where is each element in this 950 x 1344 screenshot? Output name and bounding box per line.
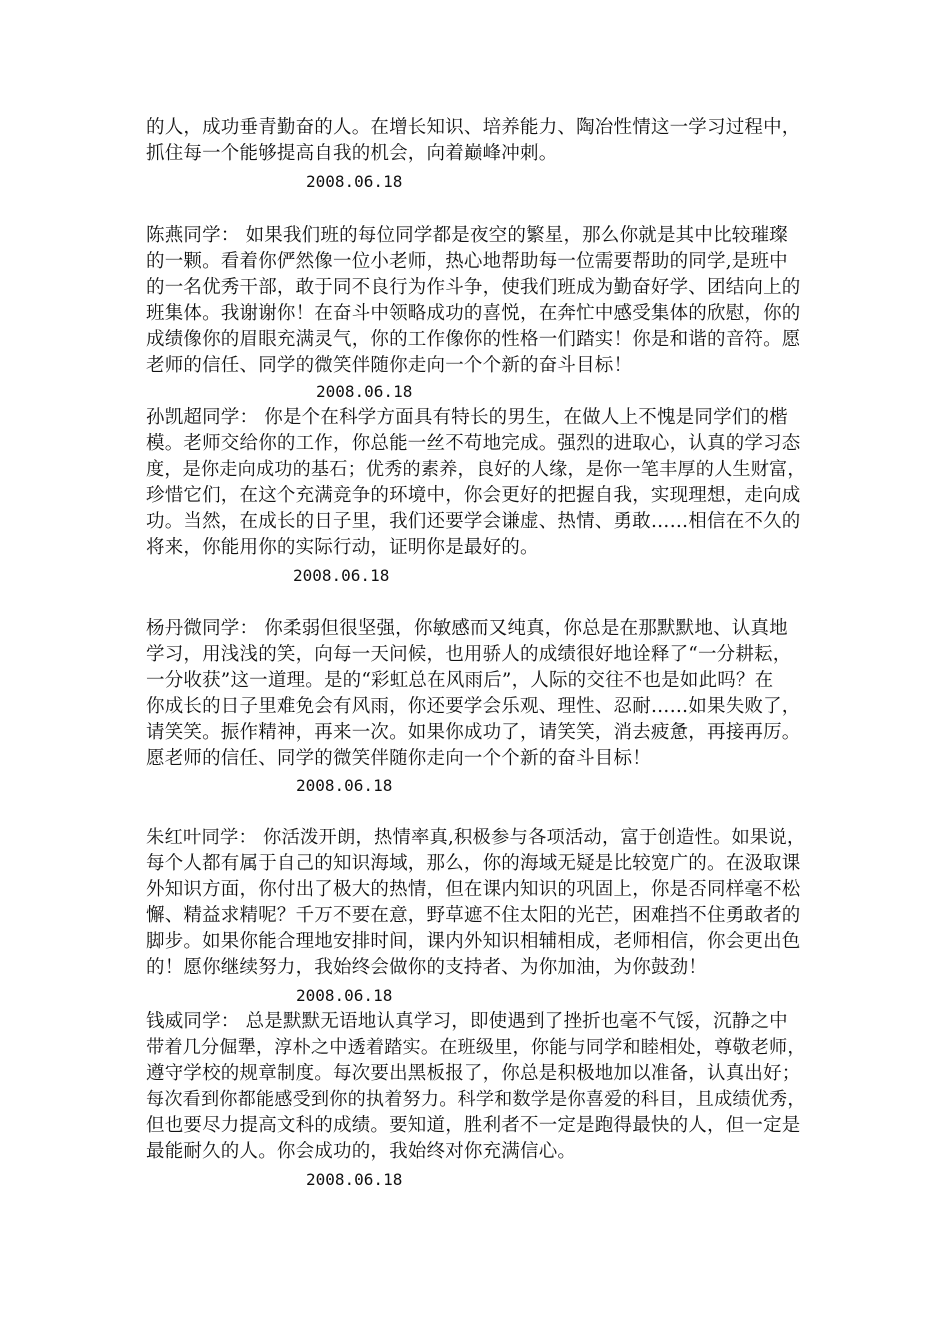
intro-date: 2008.06.18	[306, 172, 403, 191]
comment-line: 带着几分倔犟，淳朴之中透着踏实。在班级里，你能与同学和睦相处，尊敬老师，	[146, 1037, 806, 1058]
comment-date: 2008.06.18	[293, 566, 390, 585]
comment-line: 珍惜它们，在这个充满竞争的环境中，你会更好的把握自我，实现理想，走向成	[146, 485, 801, 506]
comment-line: 学习，用浅浅的笑，向每一天问候，也用骄人的成绩很好地诠释了“一分耕耘，	[146, 644, 792, 665]
comment-line: 度，是你走向成功的基石；优秀的素养，良好的人缘，是你一笔丰厚的人生财富，	[146, 459, 806, 480]
comment-date: 2008.06.18	[316, 382, 413, 401]
comment-line: 脚步。如果你能合理地安排时间，课内外知识相辅相成，老师相信，你会更出色	[146, 931, 801, 952]
comment-line: 钱威同学： 总是默默无语地认真学习，即使遇到了挫折也毫不气馁，沉静之中	[146, 1011, 788, 1032]
comment-line: 每次看到你都能感受到你的执着努力。科学和数学是你喜爱的科目，且成绩优秀，	[146, 1089, 806, 1110]
comment-line: 朱红叶同学： 你活泼开朗，热情率真,积极参与各项活动，富于创造性。如果说，	[146, 827, 806, 848]
comment-date: 2008.06.18	[306, 1170, 403, 1189]
comment-line: 模。老师交给你的工作，你总能一丝不苟地完成。强烈的进取心，认真的学习态	[146, 433, 801, 454]
comment-line: 孙凯超同学： 你是个在科学方面具有特长的男生，在做人上不愧是同学们的楷	[146, 407, 788, 428]
comment-line: 请笑笑。振作精神，再来一次。如果你成功了，请笑笑，消去疲惫，再接再厉。	[146, 722, 801, 743]
intro-line: 的人，成功垂青勤奋的人。在增长知识、培养能力、陶冶性情这一学习过程中，	[146, 117, 801, 138]
comment-line: 陈燕同学： 如果我们班的每位同学都是夜空的繁星，那么你就是其中比较璀璨	[146, 225, 788, 246]
comment-line: 杨丹微同学： 你柔弱但很坚强，你敏感而又纯真，你总是在那默默地、认真地	[146, 618, 788, 639]
comment-line: 但也要尽力提高文科的成绩。要知道，胜利者不一定是跑得最快的人，但一定是	[146, 1115, 801, 1136]
comment-line: 的一颗。看着你俨然像一位小老师，热心地帮助每一位需要帮助的同学,是班中	[146, 251, 788, 272]
comment-line: 每个人都有属于自己的知识海域，那么，你的海域无疑是比较宽广的。在汲取课	[146, 853, 801, 874]
comment-line: 的一名优秀干部，敢于同不良行为作斗争，使我们班成为勤奋好学、团结向上的	[146, 277, 801, 298]
comment-line: 最能耐久的人。你会成功的，我始终对你充满信心。	[146, 1141, 577, 1162]
comment-date: 2008.06.18	[296, 776, 393, 795]
comment-line: 的！愿你继续努力，我始终会做你的支持者、为你加油，为你鼓劲！	[146, 957, 708, 978]
comment-line: 愿老师的信任、同学的微笑伴随你走向一个个新的奋斗目标！	[146, 748, 651, 769]
comment-line: 功。当然，在成长的日子里，我们还要学会谦虚、热情、勇敢……相信在不久的	[146, 511, 801, 532]
comment-line: 老师的信任、同学的微笑伴随你走向一个个新的奋斗目标！	[146, 355, 633, 376]
comment-line: 懈、精益求精呢？千万不要在意，野草遮不住太阳的光芒，困难挡不住勇敢者的	[146, 905, 801, 926]
comment-line: 将来，你能用你的实际行动，证明你是最好的。	[146, 537, 539, 558]
comment-line: 遵守学校的规章制度。每次要出黑板报了，你总是积极地加以准备，认真出好；	[146, 1063, 801, 1084]
comment-line: 班集体。我谢谢你！在奋斗中领略成功的喜悦，在奔忙中感受集体的欣慰，你的	[146, 303, 801, 324]
comment-date: 2008.06.18	[296, 986, 393, 1005]
comment-line: 外知识方面，你付出了极大的热情，但在课内知识的巩固上，你是否同样毫不松	[146, 879, 801, 900]
comment-line: 你成长的日子里难免会有风雨，你还要学会乐观、理性、忍耐……如果失败了，	[146, 696, 801, 717]
comment-line: 一分收获”这一道理。是的“彩虹总在风雨后”，人际的交往不也是如此吗？在	[146, 670, 774, 691]
comment-line: 成绩像你的眉眼充满灵气，你的工作像你的性格一们踏实！你是和谐的音符。愿	[146, 329, 801, 350]
intro-line: 抓住每一个能够提高自我的机会，向着巅峰冲刺。	[146, 143, 558, 164]
